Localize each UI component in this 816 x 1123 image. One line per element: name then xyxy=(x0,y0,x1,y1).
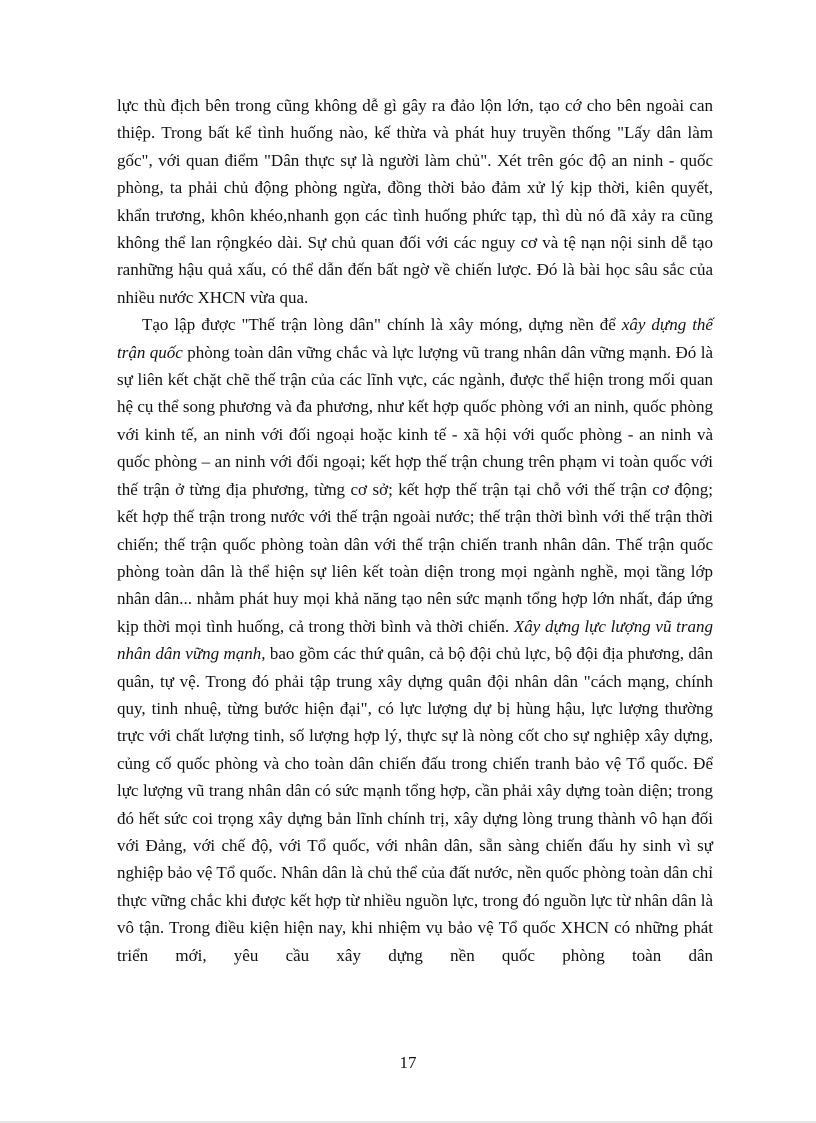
paragraph-1 xyxy=(117,92,713,311)
paragraph-2-run-1: Tạo lập được "Thế trận lòng dân" chính là xây móng, dựng nền để xyxy=(142,315,622,335)
page-number: 17 xyxy=(399,1053,417,1072)
paragraph-2 xyxy=(117,311,713,969)
italic-phrase-the-tran: xây dựng thế trận quốc xyxy=(117,315,713,362)
paragraph-1-text: lực thù địch bên trong cũng không dễ gì gây ra đảo lộn lớn, tạo cớ cho bên ngoài can thiệp. Trong bất kể tình huống nào, kế thừa và phát huy truyền thống "Lấy dân làm gốc", với quan điểm "Dân thực sự là người làm chủ". Xét trên góc độ an ninh - quốc phòng, ta phải chủ động phòng ngừa, đồng thời bảo đảm xử lý kịp thời, kiên quyết, khẩn trương, khôn khéo,nhanh gọn các tình huống phức tạp, thì dù nó đã xảy ra cũng không thể lan rộngkéo dài. Sự chủ quan đối với các nguy cơ và tệ nạn nội sinh dễ tạo ranhững hậu quả xấu, có thể dẫn đến bất ngờ về chiến lược. Đó là bài học sâu sắc của nhiều nước XHCN vừa qua. xyxy=(117,96,713,307)
body-text xyxy=(117,92,713,969)
paragraph-2-run-3: phòng toàn dân vững chắc và lực lượng vũ trang nhân dân vững mạnh. Đó là sự liên kết chặt chẽ thế trận của các lĩnh vực, các ngành, được thể hiện trong mối quan hệ cụ thể song phương và đa phương, như kết hợp quốc phòng với an ninh, quốc phòng với kinh tế, an ninh với đối ngoại hoặc kinh tế - xã hội với quốc phòng - an ninh và quốc phòng – an ninh với đối ngoại; kết hợp thế trận chung trên phạm vi toàn quốc với thế trận ở từng địa phương, từng cơ sở; kết hợp thế trận tại chỗ với thế trận cơ động; kết hợp thế trận trong nước với thế trận ngoài nước; thế trận thời bình với thế trận thời chiến; thế trận quốc phòng toàn dân với thế trận chiến tranh nhân dân. Thế trận quốc phòng toàn dân là thể hiện sự liên kết toàn diện trong mọi ngành nghề, mọi tầng lớp nhân dân... nhằm phát huy mọi khả năng tạo nên sức mạnh tổng hợp lớn nhất, đáp ứng kịp thời mọi tình huống, cả trong thời bình và thời chiến. xyxy=(117,342,713,636)
paragraph-2-run-5: bao gồm các thứ quân, cả bộ đội chủ lực, bộ đội địa phương, dân quân, tự vệ. Trong đó phải tập trung xây dựng quân đội nhân dân "cách mạng, chính quy, tinh nhuệ, từng bước hiện đại", có lực lượng dự bị hùng hậu, lực lượng thường trực với chất lượng tinh, số lượng hợp lý, thực sự là nòng cốt cho sự nghiệp xây dựng, củng cố quốc phòng và cho toàn dân chiến đấu trong chiến tranh bảo vệ Tổ quốc. Để lực lượng vũ trang nhân dân có sức mạnh tổng hợp, cần phải xây dựng toàn diện; trong đó hết sức coi trọng xây dựng bản lĩnh chính trị, xây dựng lòng trung thành vô hạn đối với Đảng, với chế độ, với Tổ quốc, với nhân dân, sẵn sàng chiến đấu hy sinh vì sự nghiệp bảo vệ Tổ quốc. Nhân dân là chủ thể của đất nước, nền quốc phòng toàn dân chỉ thực vững chắc khi được kết hợp từ nhiều nguồn lực, trong đó nguồn lực từ nhân dân là vô tận. Trong điều kiện hiện nay, khi nhiệm vụ bảo vệ Tổ quốc XHCN có những phát triển mới, yêu cầu xây dựng nền quốc phòng toàn dân xyxy=(117,644,713,965)
italic-phrase-luc-luong: Xây dựng lực lượng vũ trang nhân dân vững mạnh, xyxy=(117,616,713,664)
